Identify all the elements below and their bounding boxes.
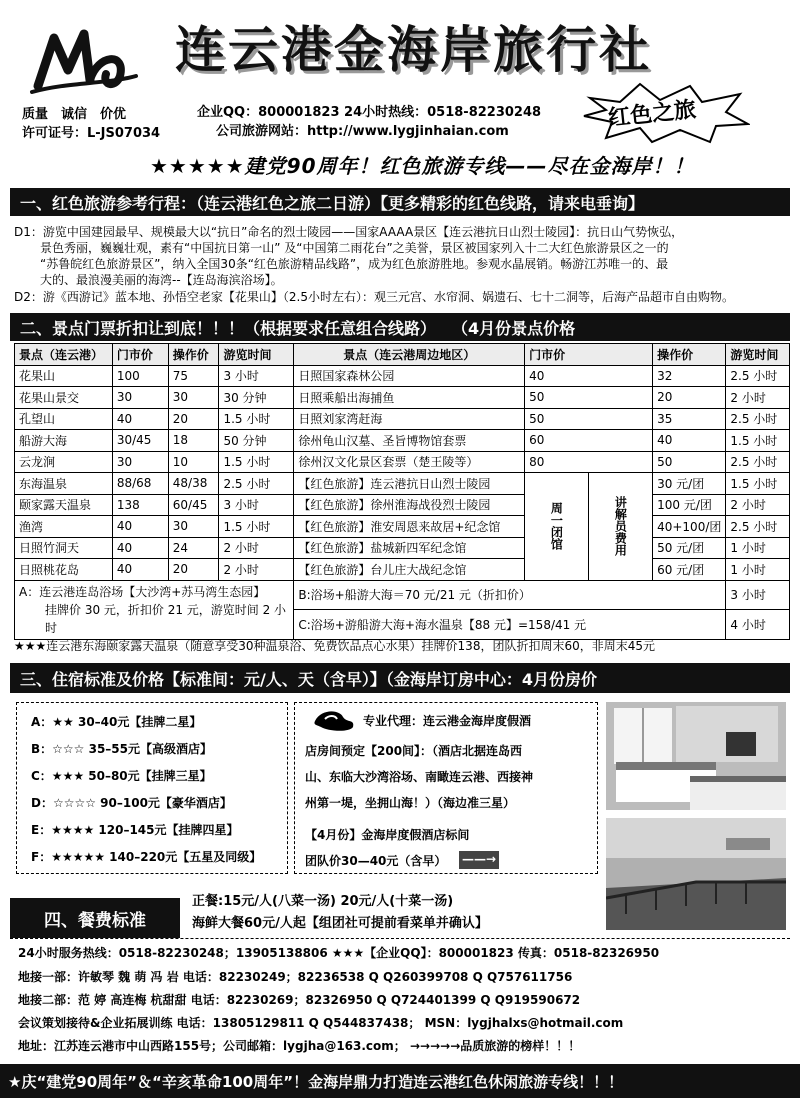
table-header: 操作价 (653, 344, 726, 366)
table-header: 操作价 (168, 344, 219, 366)
hotel-item: C：★★★ 50–80元【挂牌三星】 (31, 769, 212, 783)
quality-slogan: 质量 诚信 价优 (22, 107, 127, 122)
table-header-row (15, 344, 790, 366)
table-cell: 138 (112, 494, 168, 516)
table-cell: 徐州汉文化景区套票（楚王陵等） (294, 451, 525, 473)
agent-line-3: 山、东临大沙湾浴场、南瞰连云港、西接神 (305, 770, 534, 784)
itinerary-d1-line4: 大的、最浪漫美丽的海湾--【连岛海滨浴场】。 (40, 273, 283, 287)
hot-spring-note: ★★★连云港东海颐家露天温泉（随意享受30种温泉浴、免费饮品点心水果）挂牌价138，团队折扣周末60，非周末45元 (14, 639, 655, 653)
table-cell: 40 (525, 365, 653, 387)
table-cell: 40 (112, 516, 168, 538)
itinerary-d1-line1: D1：游览中国建园最早、规模最大以“抗日”命名的烈士陵园——国家AAAA景区【连云港抗日山烈士陵园】：抗日山气势恢弘， (14, 225, 684, 239)
badge-text: 红色之旅 (607, 97, 698, 132)
table-cell: 20 (168, 559, 219, 581)
table-row (15, 451, 790, 473)
table-cell: 日照竹洞天 (15, 537, 113, 559)
table-cell: 日照乘船出海捕鱼 (294, 387, 525, 409)
table-header: 游览时间 (726, 344, 790, 366)
contact-dept-2: 地接二部：范 婷 高连梅 杭甜甜 电话：82230269；82326950 Q Q724401399 Q Q919590672 (18, 993, 581, 1007)
arrow-label: ——→ (459, 851, 499, 869)
table-cell: 1.5 小时 (219, 408, 294, 430)
table-cell: 1.5 小时 (726, 473, 790, 495)
table-header: 景点（连云港） (15, 344, 113, 366)
table-cell: 徐州龟山汉墓、圣旨博物馆套票 (294, 430, 525, 452)
table-cell: 船游大海 (15, 430, 113, 452)
table-cell: 2.5 小时 (726, 365, 790, 387)
combo-row (15, 580, 790, 610)
table-cell: 100 (112, 365, 168, 387)
table-cell: 1.5 小时 (726, 430, 790, 452)
table-cell: 30 (112, 387, 168, 409)
island-icon (313, 707, 357, 733)
table-cell: 花果山景交 (15, 387, 113, 409)
table-cell: 【红色旅游】盐城新四军纪念馆 (294, 537, 525, 559)
section-2-title: 二、景点门票折扣让到底！！！（根据要求任意组合线路） （4月份景点价格 (10, 313, 790, 341)
table-cell: 【红色旅游】连云港抗日山烈士陵园 (294, 473, 525, 495)
table-cell: 【红色旅游】徐州淮海战役烈士陵园 (294, 494, 525, 516)
table-cell: 60/45 (168, 494, 219, 516)
hotel-agent-box (294, 702, 598, 874)
table-cell: 【红色旅游】台儿庄大战纪念馆 (294, 559, 525, 581)
qq-hotline: 企业QQ：800001823 24小时热线：0518-82230248 (197, 105, 542, 120)
table-cell: 35 (653, 408, 726, 430)
contact-dept-1: 地接一部：许敏琴 魏 萌 冯 岩 电话：82230249；82236538 Q Q260399708 Q Q757611756 (18, 970, 573, 984)
table-cell: 30 (168, 387, 219, 409)
agent-line-6: 团队价30—40元（含早） (305, 854, 447, 868)
table-cell: 东海温泉 (15, 473, 113, 495)
table-cell: 2 小时 (726, 494, 790, 516)
table-row (15, 537, 790, 559)
table-row (15, 387, 790, 409)
table-row (15, 494, 790, 516)
table-cell: 20 (168, 408, 219, 430)
table-row (15, 408, 790, 430)
company-logo (28, 24, 138, 98)
website[interactable]: 公司旅游网站：http://www.lygjinhaian.com (216, 124, 509, 139)
table-cell: 24 (168, 537, 219, 559)
combo-a (15, 580, 294, 639)
hotel-item: E：★★★★ 120–145元【挂牌四星】 (31, 823, 239, 837)
combo-c: C:浴场+游船游大海+海水温泉【88 元】=158/41 元 (294, 610, 726, 640)
agent-line-4: 州第一堤，坐拥山海！）（海边准三星） (305, 796, 516, 810)
table-cell: 2 小时 (219, 559, 294, 581)
table-cell: 2.5 小时 (726, 451, 790, 473)
table-row (15, 365, 790, 387)
table-cell: 日照桃花岛 (15, 559, 113, 581)
table-cell: 颐家露天温泉 (15, 494, 113, 516)
meal-line-2: 海鲜大餐60元/人起【组团社可提前看菜单并确认】 (192, 916, 488, 931)
table-cell: 40+100/团 (653, 516, 726, 538)
ticket-price-table (14, 343, 790, 640)
table-cell: 3 小时 (219, 365, 294, 387)
hotel-room-photo (606, 702, 786, 810)
table-cell: 云龙涧 (15, 451, 113, 473)
table-header: 门市价 (525, 344, 653, 366)
table-cell: 孔望山 (15, 408, 113, 430)
table-cell: 30 分钟 (219, 387, 294, 409)
table-cell: 20 (653, 387, 726, 409)
footer-banner: ★庆“建党90周年”＆“辛亥革命100周年”！金海岸鼎力打造连云港红色休闲旅游专线！！！ (0, 1064, 800, 1098)
meal-line-1: 正餐:15元/人(八菜一汤) 20元/人(十菜一汤) (192, 894, 454, 909)
red-tour-badge (580, 80, 750, 145)
seaside-pier-photo (606, 818, 786, 930)
agent-line-1: 专业代理：连云港金海岸度假酒 (363, 714, 532, 728)
table-cell: 18 (168, 430, 219, 452)
table-cell: 50 (653, 451, 726, 473)
table-cell: 1 小时 (726, 559, 790, 581)
table-cell: 60 元/团 (653, 559, 726, 581)
table-cell: 100 元/团 (653, 494, 726, 516)
agent-line-2: 店房间预定【200间】：（酒店北据连岛西 (305, 744, 523, 758)
table-cell: 日照国家森林公园 (294, 365, 525, 387)
combo-b: B:浴场+船游大海＝70 元/21 元（折扣价） (294, 580, 726, 610)
closed-note: 周一闭馆 (525, 473, 589, 580)
table-cell: 3 小时 (219, 494, 294, 516)
contact-address: 地址：江苏连云港市中山西路155号；公司邮箱：lygjha@163.com； →→→→→品质旅游的榜样！！！ (18, 1039, 581, 1053)
table-cell: 1.5 小时 (219, 451, 294, 473)
itinerary-d1-line3: “苏鲁皖红色旅游景区”，纳入全国30条“红色旅游精品线路”，成为红色旅游胜地。参观水晶展销。畅游江苏唯一的、最 (40, 257, 669, 271)
combo-a-line1: A：连云港连岛浴场【大沙湾+苏马湾生态园】 (19, 584, 266, 599)
table-header: 景点（连云港周边地区） (294, 344, 525, 366)
table-cell: 渔湾 (15, 516, 113, 538)
combo-c-time: 4 小时 (726, 610, 790, 640)
main-slogan: ★★★★★建党90周年！红色旅游专线——尽在金海岸！！ (150, 154, 695, 178)
table-cell: 1.5 小时 (219, 516, 294, 538)
company-name: 连云港金海岸旅行社 (175, 20, 652, 79)
table-cell: 2.5 小时 (726, 408, 790, 430)
closed-guide-notes (525, 473, 653, 581)
table-cell: 80 (525, 451, 653, 473)
table-cell: 2 小时 (219, 537, 294, 559)
itinerary-d1-line2: 景色秀丽，巍巍壮观，素有“中国抗日第一山” 及“中国第二雨花台”之美誉，景区被国家列入十二大红色旅游景区之一的 (40, 241, 669, 255)
hotel-item: F：★★★★★ 140–220元【五星及同级】 (31, 850, 262, 864)
table-cell: 50 (525, 408, 653, 430)
itinerary-d2: D2：游《西游记》蓝本地、孙悟空老家【花果山】（2.5小时左右）：观三元宫、水帘洞、娲遗石、七十二洞等，后海产品超市自由购物。 (14, 290, 734, 304)
table-cell: 1 小时 (726, 537, 790, 559)
table-row (15, 473, 790, 495)
table-row (15, 430, 790, 452)
table-cell: 30 (112, 451, 168, 473)
table-cell: 日照刘家湾赶海 (294, 408, 525, 430)
table-cell: 40 (653, 430, 726, 452)
table-cell: 2.5 小时 (219, 473, 294, 495)
agent-line-5: 【4月份】金海岸度假酒店标间 (305, 828, 470, 842)
table-cell: 30/45 (112, 430, 168, 452)
hotel-item: B：☆☆☆ 35–55元【高级酒店】 (31, 742, 212, 756)
table-row (15, 516, 790, 538)
table-cell: 30 (168, 516, 219, 538)
combo-a-line2: 挂牌价 30 元，折扣价 21 元，游览时间 2 小时 (45, 602, 287, 635)
table-cell: 88/68 (112, 473, 168, 495)
table-cell: 32 (653, 365, 726, 387)
table-cell: 2 小时 (726, 387, 790, 409)
table-row (15, 559, 790, 581)
table-cell: 10 (168, 451, 219, 473)
license-number: 许可证号：L-JS07034 (22, 126, 161, 141)
contact-meeting: 会议策划接待&企业拓展训练 电话：13805129811 Q Q544837438； MSN：lygjhalxs@hotmail.com (18, 1016, 624, 1030)
section-4-title: 四、餐费标准 (10, 898, 180, 938)
contact-hotline: 24小时服务热线：0518-82230248；13905138806 ★★★【企业QQ】：800001823 传真：0518-82326950 (18, 946, 660, 960)
table-cell: 40 (112, 537, 168, 559)
table-header: 游览时间 (219, 344, 294, 366)
table-cell: 40 (112, 408, 168, 430)
table-cell: 2.5 小时 (726, 516, 790, 538)
table-cell: 【红色旅游】淮安周恩来故居+纪念馆 (294, 516, 525, 538)
hotel-price-list (16, 702, 288, 874)
table-cell: 30 元/团 (653, 473, 726, 495)
section-1-title: 一、红色旅游参考行程：（连云港红色之旅二日游）【更多精彩的红色线路，请来电垂询】 (10, 188, 790, 216)
table-cell: 50 元/团 (653, 537, 726, 559)
table-cell: 花果山 (15, 365, 113, 387)
table-cell: 48/38 (168, 473, 219, 495)
combo-b-time: 3 小时 (726, 580, 790, 610)
table-cell: 50 分钟 (219, 430, 294, 452)
guide-fee-note: 讲解员费用 (613, 496, 628, 557)
table-cell: 50 (525, 387, 653, 409)
table-cell: 40 (112, 559, 168, 581)
section-3-title: 三、住宿标准及价格【标准间：元/人、天（含早）】（金海岸订房中心：4月份房价 (10, 663, 790, 693)
table-header: 门市价 (112, 344, 168, 366)
table-cell: 60 (525, 430, 653, 452)
divider (10, 938, 790, 939)
hotel-item: D：☆☆☆☆ 90–100元【豪华酒店】 (31, 796, 232, 810)
table-cell: 75 (168, 365, 219, 387)
hotel-item: A：★★ 30–40元【挂牌二星】 (31, 715, 202, 729)
